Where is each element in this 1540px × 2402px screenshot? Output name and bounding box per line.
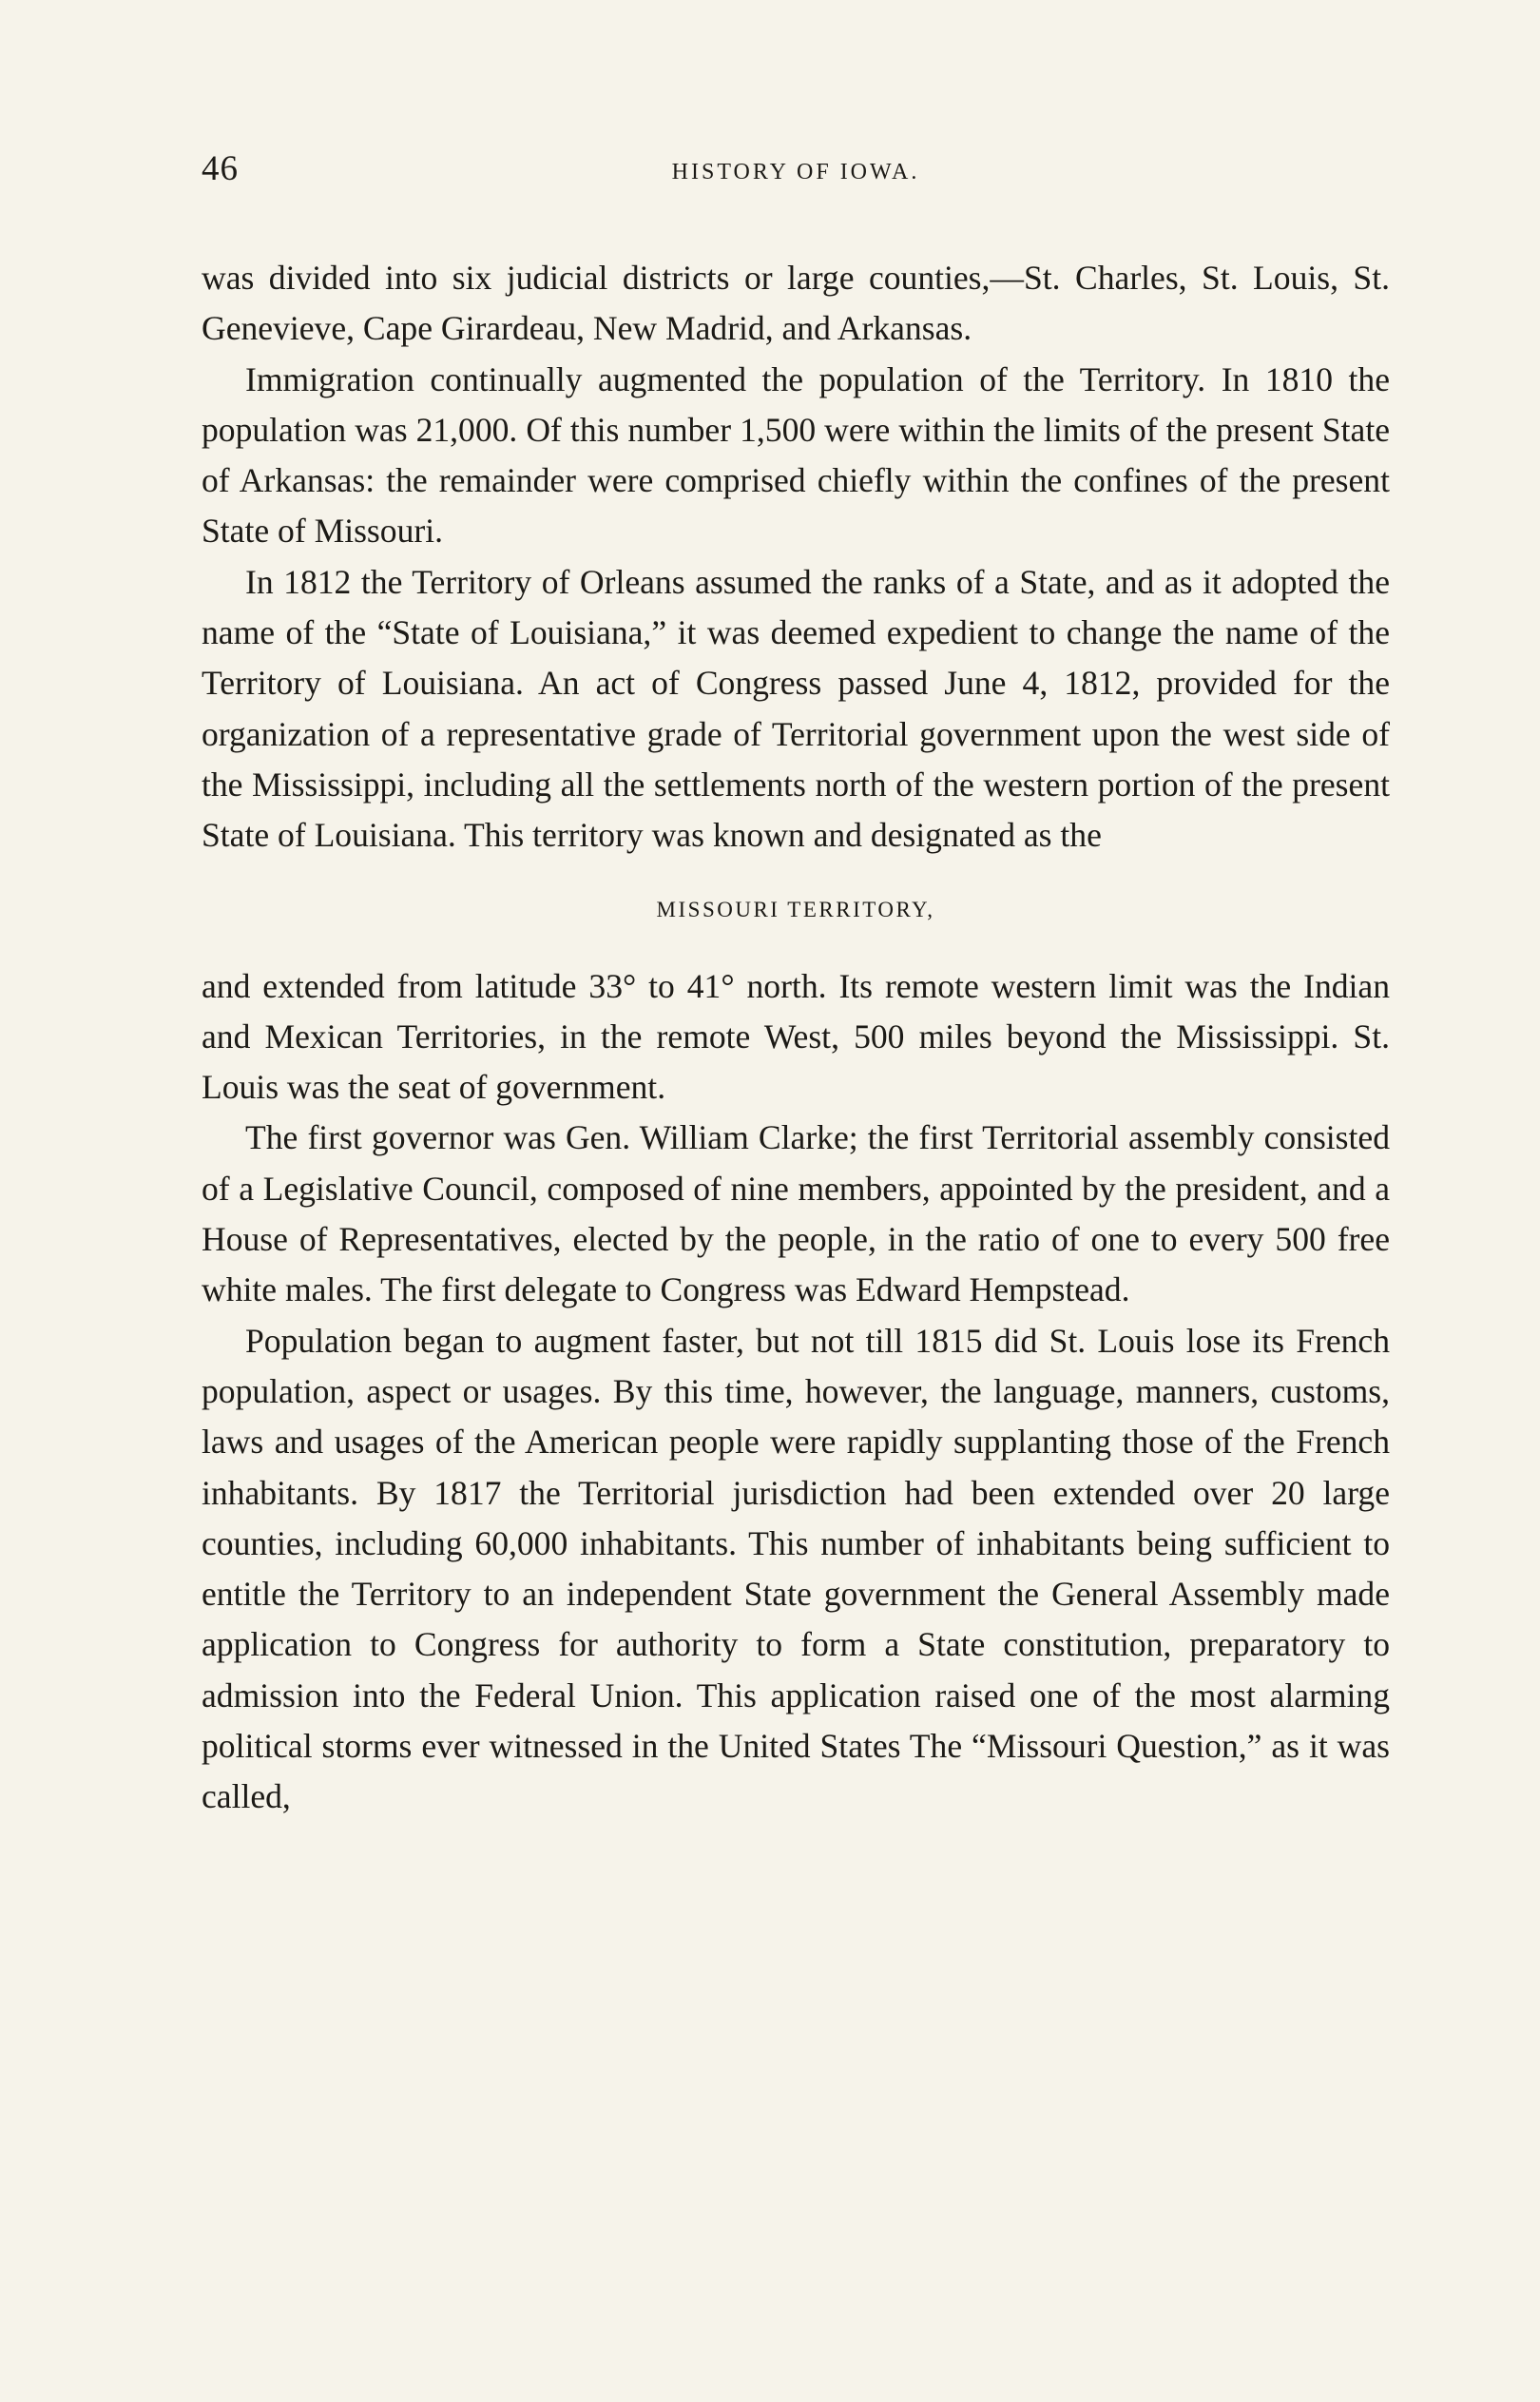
body-text [202,253,1390,1823]
paragraph-population: Population began to augment faster, but not till 1815 did St. Louis lose its French population, aspect or usages. By this time, however, the language, manners, customs, laws and usages of the American people were rapidly supplanting those of the French inhabitants. By 1817 the Territorial jurisdiction had been extended over 20 large counties, including 60,000 inhabitants. This number of inhabitants being sufficient to entitle the Territory to an independent State government the General Assembly made application to Congress for authority to form a State constitution, preparatory to admission into the Federal Union. This application raised one of the most alarming political storms ever witnessed in the United States The “Missouri Question,” as it was called, [202,1321,1390,1816]
paragraph-orleans: In 1812 the Territory of Orleans assumed the ranks of a State, and as it adopted the name of the “State of Louisiana,” it was deemed expedient to change the name of the Territory of Louisiana. An act of Congress passed June 4, 1812, provided for the organization of a representative grade of Territorial government upon the west side of the Mississippi, including all the settlements north of the western portion of the present State of Louisiana. This territory was known and designated as the [202,562,1390,855]
paragraph-continuation: was divided into six judicial districts or large counties,—St. Charles, St. Louis, St. Genevieve, Cape Girardeau, New Madrid, and Arkansas. [202,259,1390,348]
running-title: HISTORY OF IOWA. [671,160,920,184]
section-heading: MISSOURI TERRITORY, [656,897,935,921]
page-number: 46 [202,149,239,188]
running-head [202,143,1390,200]
paragraph-immigration: Immigration continually augmented the population of the Territory. In 1810 the population was 21,000. Of this number 1,500 were within the limits of the present State of Arkansas: the remainder were comprised chiefly within the confines of the present State of Missouri. [202,359,1390,551]
paragraph-extent: and extended from latitude 33° to 41° north. Its remote western limit was the Indian and Mexican Territories, in the remote West, 500 miles beyond the Mississippi. St. Louis was the seat of government. [202,966,1390,1107]
paragraph-governor: The first governor was Gen. William Clarke; the first Territorial assembly consisted of a Legislative Council, composed of nine members, appointed by the president, and a House of Representatives, elected by the people, in the ratio of one to every 500 free white males. The first delegate to Congress was Edward Hempstead. [202,1118,1390,1309]
book-page [202,143,1390,2330]
